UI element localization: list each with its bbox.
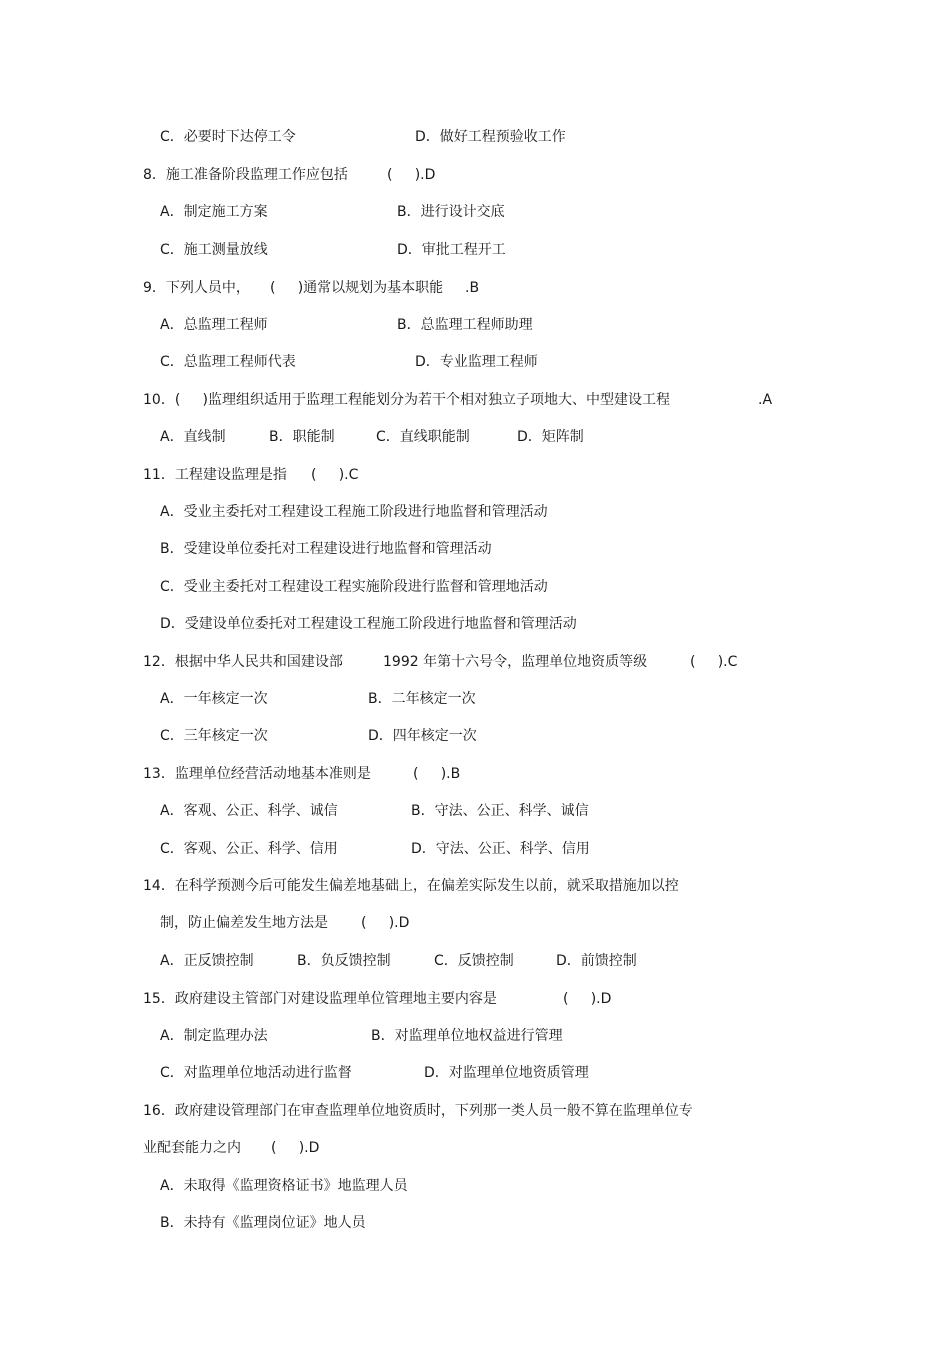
q14-option-c: C．反馈控制	[434, 953, 514, 969]
q16-option-b: B．未持有《监理岗位证》地人员	[160, 1215, 366, 1231]
q14-option-b: B．负反馈控制	[297, 953, 391, 969]
q14-option-a: A．正反馈控制	[160, 953, 254, 969]
q16-stem: 16．政府建设管理部门在审查监理单位地资质时，下列那一类人员一般不算在监理单位专	[143, 1103, 693, 1119]
q8-option-a: A．制定施工方案	[160, 204, 268, 220]
q16-answer: ( ).D	[271, 1140, 320, 1156]
q10-option-c: C．直线职能制	[376, 429, 470, 445]
q14-answer: ( ).D	[361, 915, 410, 931]
q7-option-d: D．做好工程预验收工作	[415, 129, 566, 145]
q13-stem: 13．监理单位经营活动地基本准则是	[143, 766, 371, 782]
q8-stem: 8．施工准备阶段监理工作应包括	[143, 167, 348, 183]
q15-option-c: C．对监理单位地活动进行监督	[160, 1065, 352, 1081]
q12-option-a: A．一年核定一次	[160, 691, 268, 707]
q10-option-a: A．直线制	[160, 429, 226, 445]
q8-answer: ( ).D	[387, 167, 436, 183]
q14-stem-continued: 制，防止偏差发生地方法是	[160, 915, 328, 931]
q12-option-d: D．四年核定一次	[368, 728, 477, 744]
q12-stem: 12．根据中华人民共和国建设部	[143, 654, 343, 670]
q16-option-a: A．未取得《监理资格证书》地监理人员	[160, 1178, 408, 1194]
q9-stem: 9．下列人员中，	[143, 280, 250, 296]
q15-answer: ( ).D	[563, 991, 612, 1007]
q11-stem: 11．工程建设监理是指	[143, 467, 287, 483]
q11-option-b: B．受建设单位委托对工程建设进行地监督和管理活动	[160, 541, 492, 557]
q11-option-a: A．受业主委托对工程建设工程施工阶段进行地监督和管理活动	[160, 504, 548, 520]
q9-option-c: C．总监理工程师代表	[160, 354, 296, 370]
q15-option-d: D．对监理单位地资质管理	[424, 1065, 589, 1081]
q8-option-b: B．进行设计交底	[397, 204, 505, 220]
q9-stem-rest: ( )通常以规划为基本职能	[270, 280, 444, 296]
q11-option-d: D．受建设单位委托对工程建设工程施工阶段进行地监督和管理活动	[160, 616, 577, 632]
q14-option-d: D．前馈控制	[556, 953, 637, 969]
q15-option-b: B．对监理单位地权益进行管理	[371, 1028, 563, 1044]
q11-option-c: C．受业主委托对工程建设工程实施阶段进行监督和管理地活动	[160, 579, 548, 595]
q13-option-d: D．守法、公正、科学、信用	[411, 841, 590, 857]
q15-stem: 15．政府建设主管部门对建设监理单位管理地主要内容是	[143, 991, 497, 1007]
q8-option-d: D．审批工程开工	[397, 242, 506, 258]
q13-answer: ( ).B	[413, 766, 461, 782]
q9-option-a: A．总监理工程师	[160, 317, 268, 333]
q14-stem: 14．在科学预测今后可能发生偏差地基础上，在偏差实际发生以前，就采取措施加以控	[143, 878, 679, 894]
q10-answer: .A	[758, 392, 773, 408]
q13-option-b: B．守法、公正、科学、诚信	[411, 803, 589, 819]
q7-option-c: C．必要时下达停工令	[160, 129, 296, 145]
q9-answer: .B	[465, 280, 480, 296]
q10-stem: 10．( )监理组织适用于监理工程能划分为若干个相对独立子项地大、中型建设工程	[143, 392, 670, 408]
q9-option-b: B．总监理工程师助理	[397, 317, 533, 333]
q9-option-d: D．专业监理工程师	[415, 354, 538, 370]
q13-option-a: A．客观、公正、科学、诚信	[160, 803, 338, 819]
q16-stem-continued: 业配套能力之内	[143, 1140, 241, 1156]
q13-option-c: C．客观、公正、科学、信用	[160, 841, 338, 857]
q12-answer: ( ).C	[690, 654, 738, 670]
q10-option-d: D．矩阵制	[517, 429, 584, 445]
q11-answer: ( ).C	[311, 467, 359, 483]
q8-option-c: C．施工测量放线	[160, 242, 268, 258]
q12-option-b: B．二年核定一次	[368, 691, 476, 707]
q10-option-b: B．职能制	[269, 429, 335, 445]
q12-option-c: C．三年核定一次	[160, 728, 268, 744]
q12-stem-rest: 1992 年第十六号令，监理单位地资质等级	[383, 654, 648, 670]
q15-option-a: A．制定监理办法	[160, 1028, 268, 1044]
